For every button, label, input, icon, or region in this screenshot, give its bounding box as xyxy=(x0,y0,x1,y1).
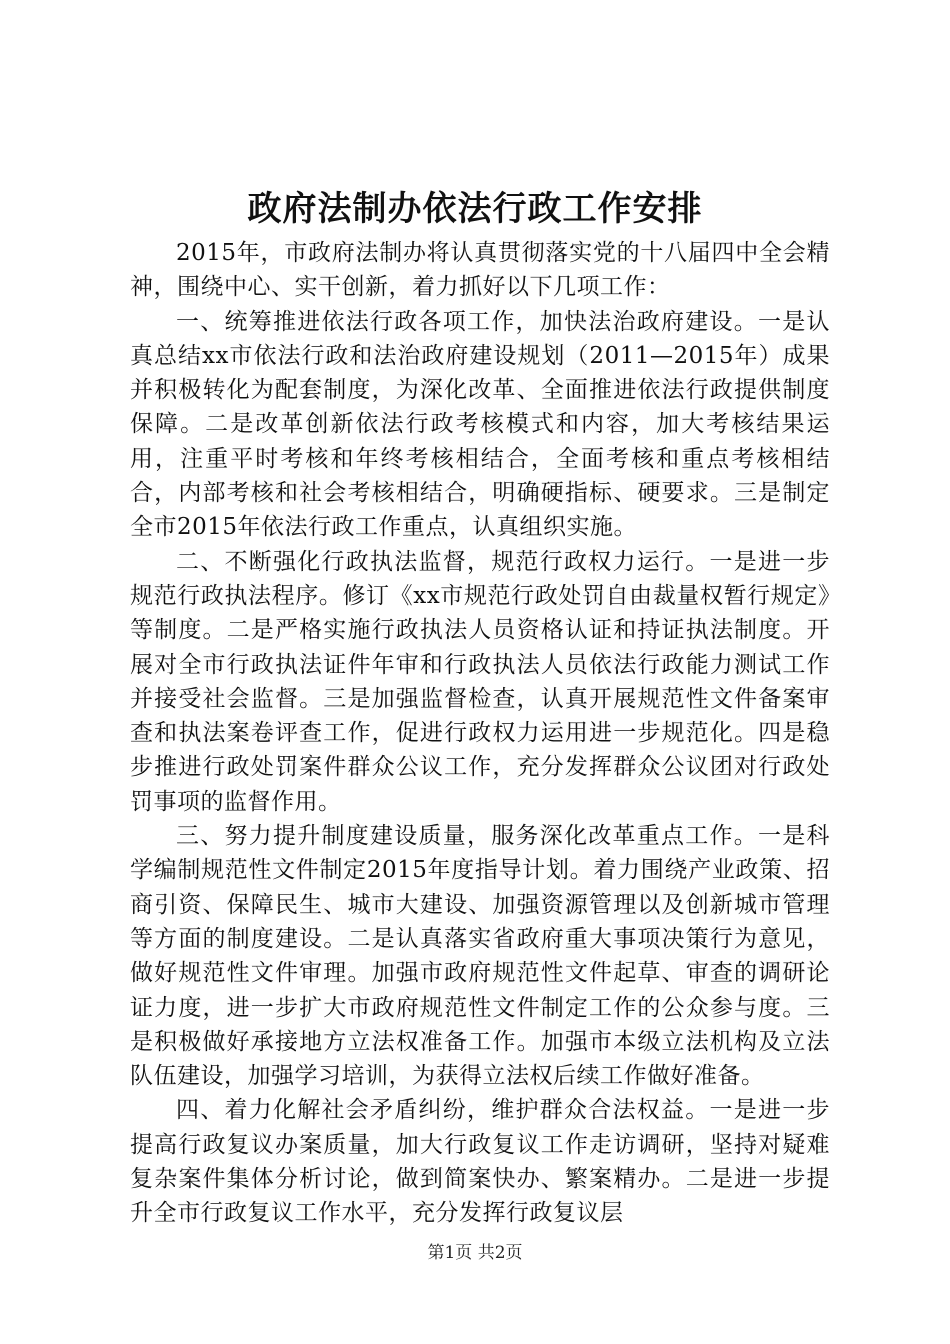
paragraph-intro: 2015年，市政府法制办将认真贯彻落实党的十八届四中全会精神，围绕中心、实干创新，着力抓好以下几项工作： xyxy=(130,240,830,301)
document-title: 政府法制办依法行政工作安排 xyxy=(247,189,703,229)
page-number: 第1页 共2页 xyxy=(427,1243,523,1263)
document-body xyxy=(130,236,830,1231)
paragraph-section-3: 三、努力提升制度建设质量，服务深化改革重点工作。一是科学编制规范性文件制定2015年度指导计划。着力围绕产业政策、招商引资、保障民生、城市大建设、加强资源管理以及创新城市管理等方面的制度建设。二是认真落实省政府重大事项决策行为意见，做好规范性文件审理。加强市政府规范性文件起草、审查的调研论证力度，进一步扩大市政府规范性文件制定工作的公众参与度。三是积极做好承接地方立法权准备工作。加强市本级立法机构及立法队伍建设，加强学习培训，为获得立法权后续工作做好准备。 xyxy=(130,823,830,1090)
paragraph-section-1: 一、统筹推进依法行政各项工作，加快法治政府建设。一是认真总结xx市依法行政和法治政府建设规划（2011—2015年）成果并积极转化为配套制度，为深化改革、全面推进依法行政提供制度保障。二是改革创新依法行政考核模式和内容，加大考核结果运用，注重平时考核和年终考核相结合，全面考核和重点考核相结合，内部考核和社会考核相结合，明确硬指标、硬要求。三是制定全市2015年依法行政工作重点，认真组织实施。 xyxy=(130,308,830,541)
paragraph-section-2: 二、不断强化行政执法监督，规范行政权力运行。一是进一步规范行政执法程序。修订《xx市规范行政处罚自由裁量权暂行规定》等制度。二是严格实施行政执法人员资格认证和持证执法制度。开展对全市行政执法证件年审和行政执法人员依法行政能力测试工作并接受社会监督。三是加强监督检查，认真开展规范性文件备案审查和执法案卷评查工作，促进行政权力运用进一步规范化。四是稳步推进行政处罚案件群众公议工作，充分发挥群众公议团对行政处罚事项的监督作用。 xyxy=(130,548,830,815)
paragraph-section-4: 四、着力化解社会矛盾纠纷，维护群众合法权益。一是进一步提高行政复议办案质量，加大行政复议工作走访调研，坚持对疑难复杂案件集体分析讨论，做到简案快办、繁案精办。二是进一步提升全市行政复议工作水平，充分发挥行政复议层 xyxy=(130,1097,830,1227)
